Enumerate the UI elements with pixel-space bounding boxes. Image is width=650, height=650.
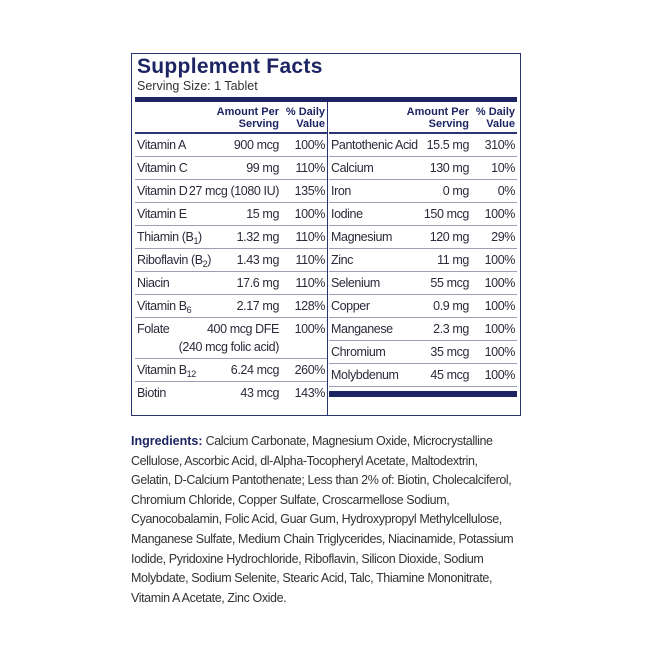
nutrient-name xyxy=(137,382,166,404)
nutrient-amount: 43 mcg xyxy=(240,386,279,400)
nutrient-amount: 1.43 mg xyxy=(236,253,279,267)
nutrient-row xyxy=(135,226,327,249)
nutrient-daily-value: 100% xyxy=(294,322,325,336)
nutrient-daily-value: 110% xyxy=(295,276,325,290)
nutrient-row xyxy=(329,226,517,249)
nutrient-name-text: Magnesium xyxy=(331,230,393,244)
nutrient-amount: 99 mg xyxy=(246,161,279,175)
nutrient-name xyxy=(137,226,202,248)
panel-title: Supplement Facts xyxy=(137,55,323,78)
nutrient-name xyxy=(331,249,353,271)
nutrient-row xyxy=(135,157,327,180)
column-header xyxy=(135,102,327,134)
header-text: Serving xyxy=(428,118,469,130)
nutrient-subscript: 2 xyxy=(202,259,208,269)
nutrient-daily-value: 128% xyxy=(294,299,325,313)
nutrient-name-text: Pantothenic Acid xyxy=(331,138,418,152)
nutrient-amount: 17.6 mg xyxy=(236,276,279,290)
nutrient-name-suffix: ) xyxy=(198,230,202,244)
nutrient-amount: 55 mcg xyxy=(430,276,469,290)
ingredients-line xyxy=(131,491,513,511)
ingredients-text: Molybdate, Sodium Selenite, Stearic Acid, Talc, Thiamine Mononitrate, xyxy=(131,571,493,586)
nutrient-daily-value: 100% xyxy=(484,207,515,221)
header-text: Value xyxy=(296,118,325,130)
nutrient-daily-value: 100% xyxy=(294,138,325,152)
nutrient-subscript: 6 xyxy=(186,305,192,315)
nutrient-amount: 0.9 mg xyxy=(433,299,469,313)
nutrient-row xyxy=(329,203,517,226)
nutrient-name-text: Chromium xyxy=(331,345,386,359)
nutrient-name-text: Folate xyxy=(137,322,170,336)
nutrient-name xyxy=(331,341,385,363)
nutrient-amount: 6.24 mcg xyxy=(230,363,279,377)
nutrient-row xyxy=(135,180,327,203)
nutrient-name-text: Thiamin (B xyxy=(137,230,194,244)
ingredients-text: Calcium Carbonate, Magnesium Oxide, Microcrystalline xyxy=(202,434,493,448)
nutrient-name xyxy=(137,359,196,381)
nutrient-daily-value: 260% xyxy=(294,363,325,377)
nutrient-amount: 27 mcg (1080 IU) xyxy=(188,184,279,198)
nutrient-amount: 15.5 mg xyxy=(426,138,469,152)
nutrient-daily-value: 100% xyxy=(484,253,515,267)
nutrient-name xyxy=(331,203,363,225)
nutrient-name-text: Vitamin C xyxy=(137,161,188,175)
nutrient-name xyxy=(137,318,169,340)
nutrient-daily-value: 100% xyxy=(484,345,515,359)
nutrient-row xyxy=(135,359,327,382)
nutrient-name xyxy=(137,157,187,179)
ingredients-text: Iodide, Pyridoxine Hydrochloride, Riboflavin, Silicon Dioxide, Sodium xyxy=(131,551,484,566)
nutrient-amount: 15 mg xyxy=(246,207,279,221)
ingredients-line xyxy=(131,530,513,550)
nutrient-row xyxy=(329,341,517,364)
nutrient-row xyxy=(329,295,517,318)
nutrient-name-text: Selenium xyxy=(331,276,380,290)
nutrient-amount-note: (240 mcg folic acid) xyxy=(178,340,279,354)
nutrient-name-text: Manganese xyxy=(331,322,393,336)
nutrient-name-text: Vitamin E xyxy=(137,207,187,221)
nutrient-name-text: Riboflavin (B xyxy=(137,253,203,267)
header-text: Value xyxy=(486,118,515,130)
ingredients-text: Cyanocobalamin, Folic Acid, Guar Gum, Hydroxypropyl Methylcellulose, xyxy=(131,512,502,527)
header-text: Amount Per xyxy=(406,106,469,118)
nutrient-daily-value: 100% xyxy=(484,299,515,313)
nutrient-name-text: Niacin xyxy=(137,276,170,290)
nutrient-daily-value: 100% xyxy=(484,368,515,382)
left-rows xyxy=(135,134,327,404)
nutrient-amount: 0 mg xyxy=(442,184,469,198)
nutrient-amount: 150 mcg xyxy=(423,207,469,221)
nutrient-subscript: 12 xyxy=(186,369,196,379)
nutrient-row xyxy=(329,318,517,341)
nutrient-name-text: Copper xyxy=(331,299,370,313)
nutrient-amount: 2.3 mg xyxy=(433,322,469,336)
nutrient-name-text: Zinc xyxy=(331,253,354,267)
right-rows xyxy=(329,134,517,387)
nutrient-name-text: Calcium xyxy=(331,161,374,175)
dv-header xyxy=(286,106,325,130)
ingredients-line xyxy=(131,452,513,472)
nutrient-name xyxy=(331,180,351,202)
nutrient-amount: 11 mg xyxy=(437,253,469,267)
nutrient-amount: 1.32 mg xyxy=(236,230,279,244)
nutrient-name xyxy=(137,134,186,156)
nutrient-amount: 400 mcg DFE xyxy=(206,322,279,336)
ingredients-text: Cellulose, Ascorbic Acid, dl-Alpha-Tocopheryl Acetate, Maltodextrin, xyxy=(131,453,478,468)
header-text: Amount Per xyxy=(216,106,279,118)
nutrient-name xyxy=(331,226,392,248)
nutrient-name-text: Vitamin B xyxy=(137,363,187,377)
nutrient-amount: 130 mg xyxy=(429,161,469,175)
nutrient-row xyxy=(329,134,517,157)
ingredients-text: Gelatin, D-Calcium Pantothenate; Less than 2% of: Biotin, Cholecalciferol, xyxy=(131,473,512,488)
nutrient-row xyxy=(329,364,517,387)
nutrient-amount: 900 mcg xyxy=(233,138,279,152)
header-text: % Daily xyxy=(475,106,515,118)
nutrient-row xyxy=(135,318,327,359)
nutrient-row xyxy=(329,157,517,180)
nutrient-daily-value: 110% xyxy=(295,230,325,244)
nutrient-daily-value: 100% xyxy=(294,207,325,221)
nutrient-name xyxy=(137,180,187,202)
nutrient-name xyxy=(331,364,399,386)
nutrient-daily-value: 110% xyxy=(295,161,325,175)
amount-header xyxy=(407,106,469,130)
ingredients-label: Ingredients: xyxy=(131,434,203,448)
nutrient-name xyxy=(137,203,187,225)
ingredients-line xyxy=(131,589,513,609)
column-header xyxy=(329,102,517,134)
dv-header xyxy=(476,106,515,130)
nutrient-row xyxy=(329,249,517,272)
nutrient-daily-value: 100% xyxy=(484,276,515,290)
nutrient-daily-value: 0% xyxy=(497,184,515,198)
nutrient-name xyxy=(331,134,418,156)
ingredients-text: Vitamin A Acetate, Zinc Oxide. xyxy=(131,590,287,605)
ingredients-text: Chromium Chloride, Copper Sulfate, Croscarmellose Sodium, xyxy=(131,492,450,507)
nutrient-daily-value: 10% xyxy=(491,161,515,175)
ingredients-line xyxy=(131,569,513,589)
nutrient-row xyxy=(329,272,517,295)
ingredients-line xyxy=(131,432,513,452)
nutrient-daily-value: 135% xyxy=(294,184,325,198)
nutrient-amount: 120 mg xyxy=(429,230,469,244)
nutrient-daily-value: 29% xyxy=(491,230,515,244)
nutrient-daily-value: 143% xyxy=(294,386,325,400)
ingredients-line xyxy=(131,471,513,491)
nutrient-name xyxy=(331,272,380,294)
nutrient-subscript: 1 xyxy=(193,236,199,246)
nutrient-name-text: Molybdenum xyxy=(331,368,399,382)
nutrient-name xyxy=(331,295,370,317)
nutrient-row xyxy=(135,203,327,226)
ingredients-line xyxy=(131,510,513,530)
nutrient-amount: 45 mcg xyxy=(430,368,469,382)
amount-header xyxy=(217,106,279,130)
ingredients-text: Manganese Sulfate, Medium Chain Triglycerides, Niacinamide, Potassium xyxy=(131,531,514,546)
nutrient-row xyxy=(135,249,327,272)
nutrient-name xyxy=(137,249,211,271)
nutrient-name xyxy=(137,295,191,317)
left-column xyxy=(135,102,328,415)
nutrient-amount: 35 mcg xyxy=(430,345,469,359)
nutrient-name-text: Biotin xyxy=(137,386,166,400)
supplement-facts-panel xyxy=(131,53,521,416)
bottom-divider-bar xyxy=(329,391,517,397)
nutrient-name xyxy=(331,157,373,179)
nutrient-name-text: Vitamin D xyxy=(137,184,188,198)
nutrient-daily-value: 100% xyxy=(484,322,515,336)
nutrient-daily-value: 110% xyxy=(295,253,325,267)
nutrient-row xyxy=(135,295,327,318)
right-column xyxy=(329,102,517,415)
header-text: Serving xyxy=(238,118,279,130)
header-text: % Daily xyxy=(285,106,325,118)
nutrient-row xyxy=(135,382,327,404)
nutrient-name-suffix: ) xyxy=(207,253,212,267)
nutrient-name-text: Iron xyxy=(331,184,351,198)
nutrient-name-text: Iodine xyxy=(331,207,363,221)
nutrient-row xyxy=(329,180,517,203)
serving-size: Serving Size: 1 Tablet xyxy=(137,79,258,93)
ingredients-line xyxy=(131,550,513,570)
nutrient-row xyxy=(135,272,327,295)
nutrient-row xyxy=(135,134,327,157)
nutrient-name xyxy=(137,272,169,294)
nutrient-name xyxy=(331,318,393,340)
nutrient-name-text: Vitamin A xyxy=(137,138,186,152)
ingredients-section xyxy=(131,432,513,608)
nutrient-daily-value: 310% xyxy=(484,138,515,152)
nutrient-name-text: Vitamin B xyxy=(137,299,187,313)
nutrient-amount: 2.17 mg xyxy=(236,299,279,313)
